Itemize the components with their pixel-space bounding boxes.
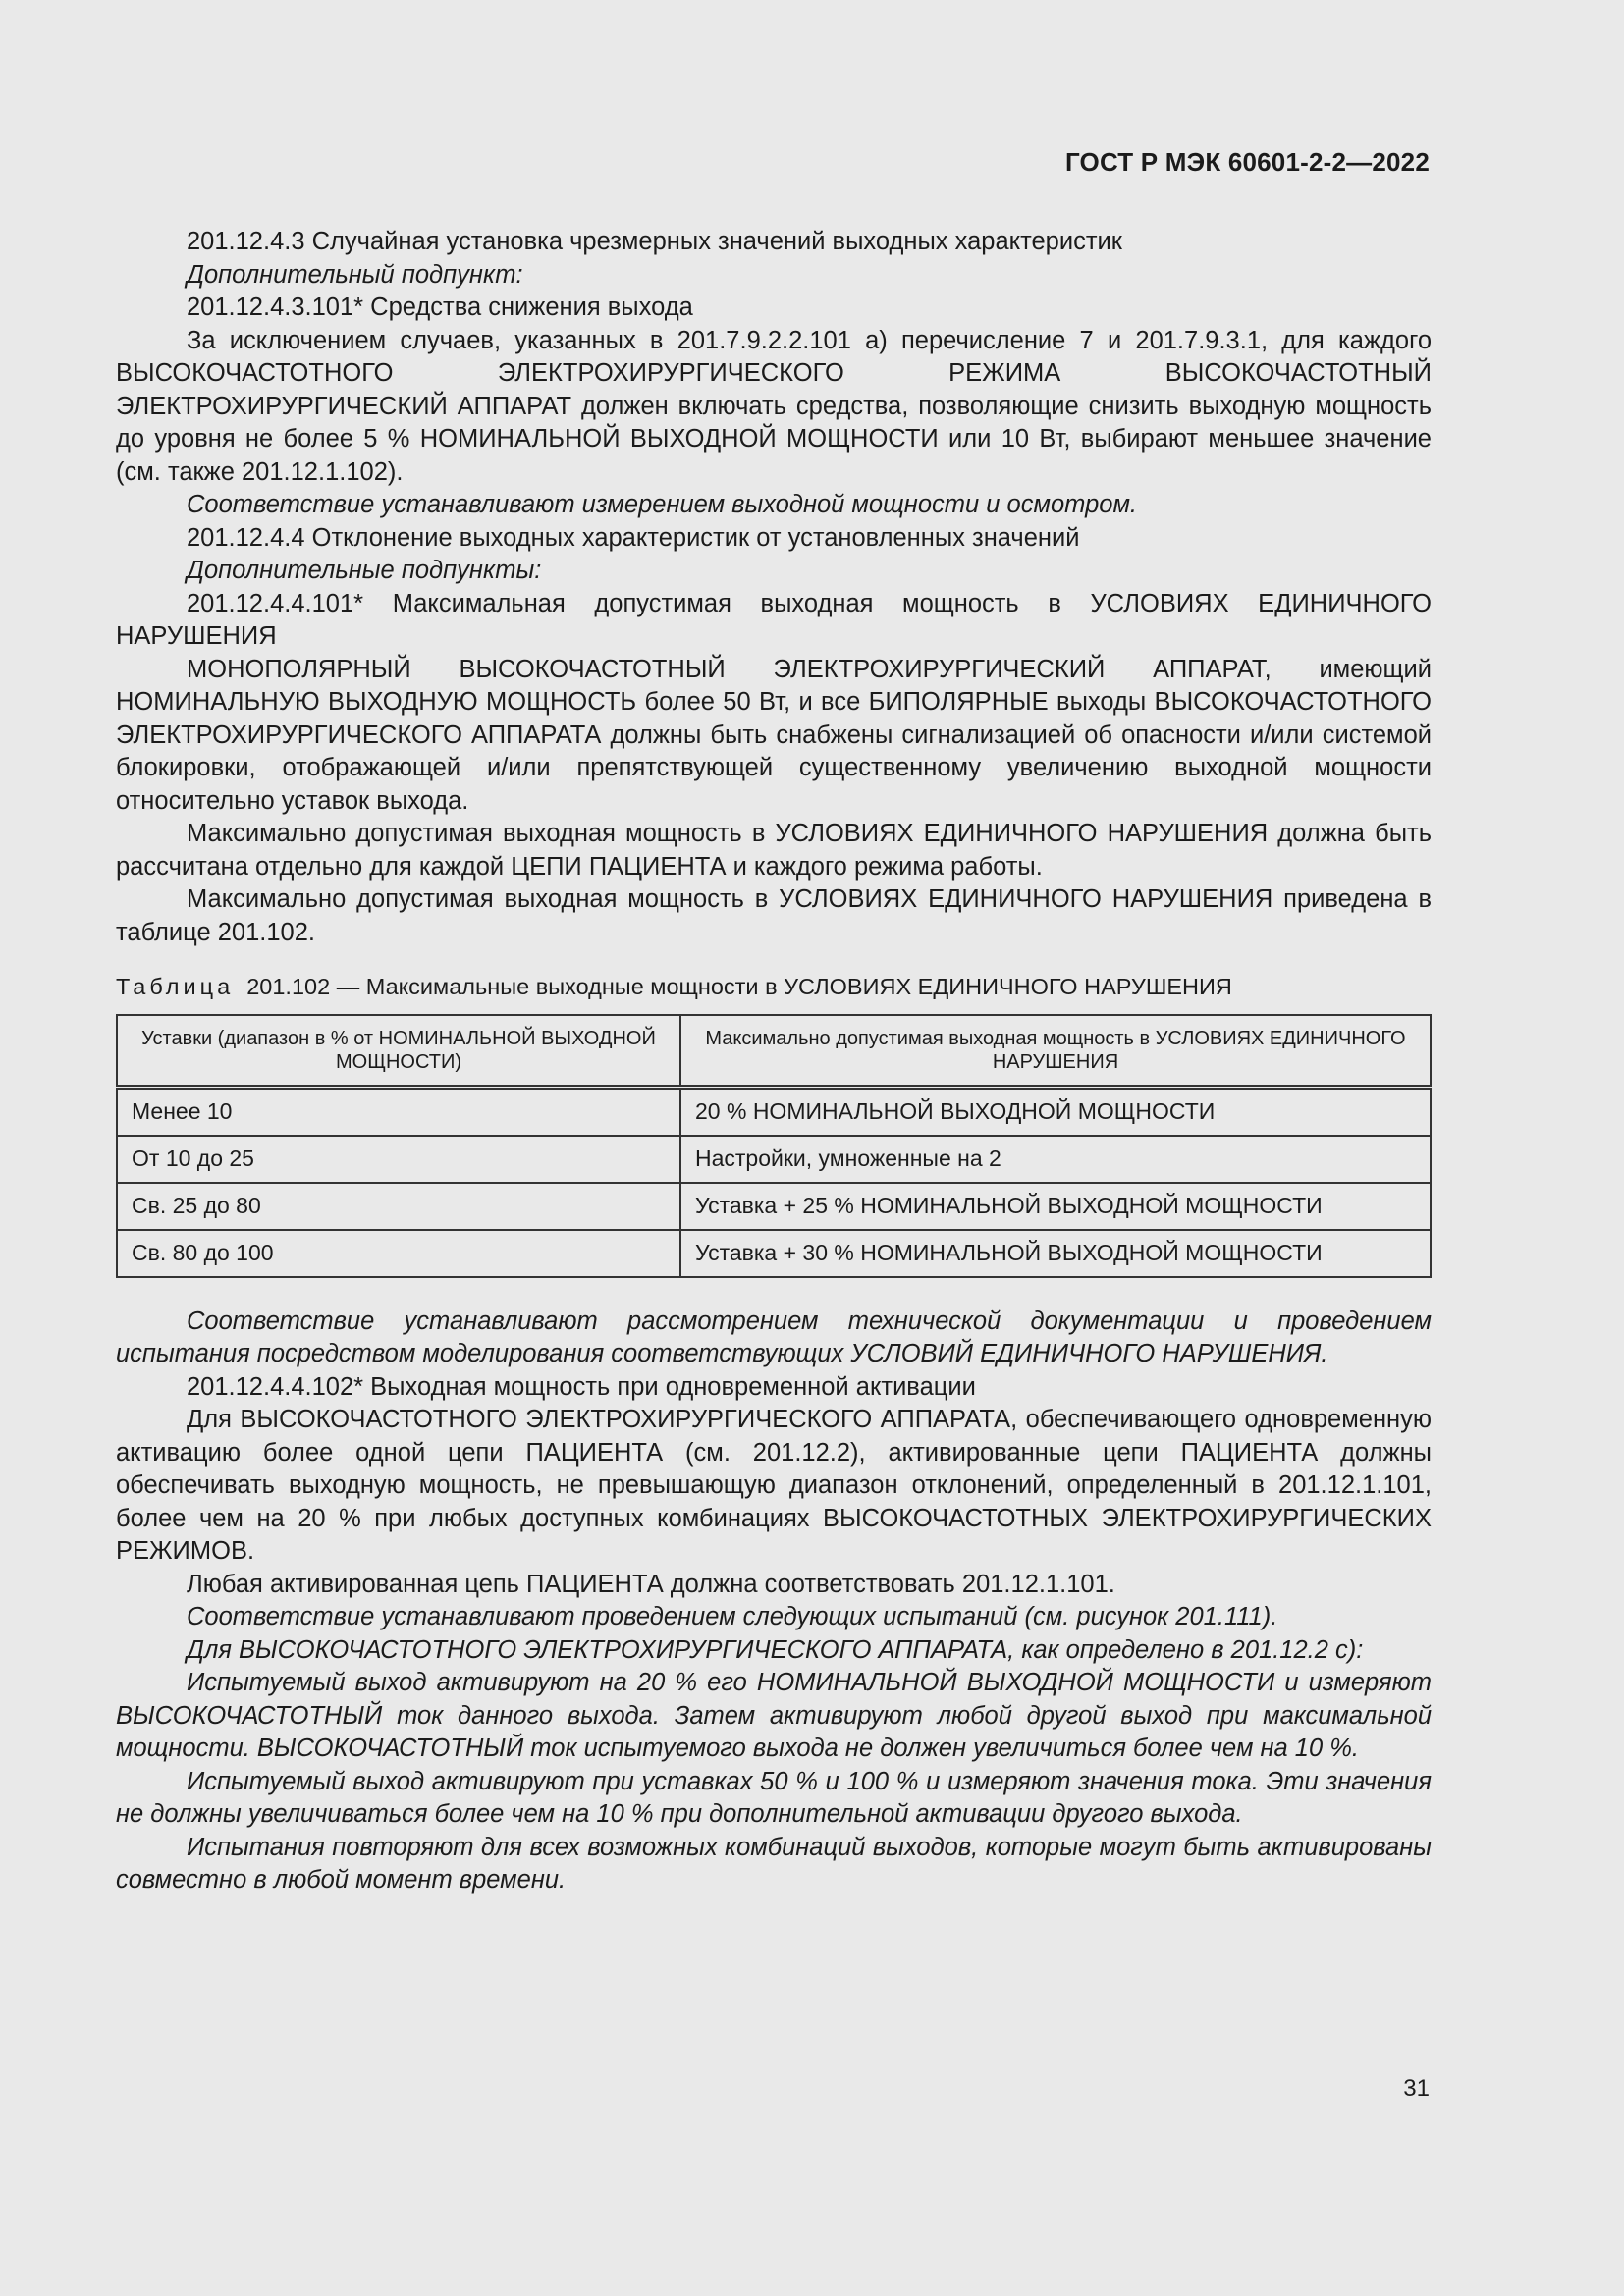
- paragraphs-top: [116, 226, 1432, 949]
- paragraph: Для ВЫСОКОЧАСТОТНОГО ЭЛЕКТРОХИРУРГИЧЕСКОГО АППАРАТА, как определено в 201.12.2 c):: [187, 1635, 1364, 1664]
- table-caption-text: 201.102 — Максимальные выходные мощности в УСЛОВИЯХ ЕДИНИЧНОГО НАРУШЕНИЯ: [246, 974, 1232, 999]
- page-content: [116, 226, 1432, 1897]
- table-header-row: [117, 1015, 1431, 1088]
- table-body: [117, 1087, 1431, 1277]
- paragraphs-bottom: [116, 1306, 1432, 1897]
- paragraph: 201.12.4.4 Отклонение выходных характеристик от установленных значений: [187, 523, 1080, 552]
- table-cell-range: От 10 до 25: [117, 1136, 680, 1183]
- paragraph: Соответствие устанавливают рассмотрением технической документации и проведением испытания посредством моделирования соответствующих УСЛОВИЙ ЕДИНИЧНОГО НАРУШЕНИЯ.: [116, 1307, 1432, 1367]
- table-row: [117, 1183, 1431, 1230]
- paragraph: Дополнительные подпункты:: [187, 557, 542, 584]
- page-number: 31: [1403, 2075, 1430, 2102]
- table-header-ranges: Уставки (диапазон в % от НОМИНАЛЬНОЙ ВЫХОДНОЙ МОЩНОСТИ): [117, 1015, 680, 1088]
- table-caption-label: Таблица: [116, 974, 235, 999]
- table-cell-range: Св. 25 до 80: [117, 1183, 680, 1230]
- paragraph: Для ВЫСОКОЧАСТОТНОГО ЭЛЕКТРОХИРУРГИЧЕСКОГО АППАРАТА, обеспечивающего одновременную активацию более одной цепи ПАЦИЕНТА (см. 201.12.2), активированные цепи ПАЦИЕНТА должны обеспечивать выходную мощность, не превышающую диапазон отклонений, определенный в 201.12.1.101, более чем на 20 % при любых доступных комбинациях ВЫСОКОЧАСТОТНЫХ ЭЛЕКТРОХИРУРГИЧЕСКИХ РЕЖИМОВ.: [116, 1406, 1432, 1565]
- table-caption: [116, 971, 1432, 1004]
- table-cell-range: Св. 80 до 100: [117, 1230, 680, 1277]
- table-cell-power: Уставка + 25 % НОМИНАЛЬНОЙ ВЫХОДНОЙ МОЩНОСТИ: [680, 1183, 1431, 1230]
- standard-code-header: ГОСТ Р МЭК 60601-2-2—2022: [1064, 147, 1430, 177]
- paragraph: 201.12.4.4.101* Максимальная допустимая выходная мощность в УСЛОВИЯХ ЕДИНИЧНОГО НАРУШЕНИЯ: [116, 589, 1432, 650]
- paragraph: Соответствие устанавливают измерением выходной мощности и осмотром.: [187, 491, 1138, 518]
- table-row: [117, 1136, 1431, 1183]
- paragraph: За исключением случаев, указанных в 201.7.9.2.2.101 a) перечисление 7 и 201.7.9.3.1, для каждого ВЫСОКОЧАСТОТНОГО ЭЛЕКТРОХИРУРГИЧЕСКОГО РЕЖИМА ВЫСОКОЧАСТОТНЫЙ ЭЛЕКТРОХИРУРГИЧЕСКИЙ АППАРАТ должен включать средства, позволяющие снизить выходную мощность до уровня не более 5 % НОМИНАЛЬНОЙ ВЫХОДНОЙ МОЩНОСТИ или 10 Вт, выбирают меньшее значение (см. также 201.12.1.102).: [116, 326, 1432, 486]
- table-row: [117, 1087, 1431, 1136]
- paragraph: 201.12.4.4.102* Выходная мощность при одновременной активации: [187, 1372, 976, 1401]
- paragraph: Испытуемый выход активируют при уставках 50 % и 100 % и измеряют значения тока. Эти значения не должны увеличиваться более чем на 10 % при дополнительной активации другого выхода.: [116, 1767, 1432, 1828]
- table-header-max-power: Максимально допустимая выходная мощность в УСЛОВИЯХ ЕДИНИЧНОГО НАРУШЕНИЯ: [680, 1015, 1431, 1088]
- paragraph: МОНОПОЛЯРНЫЙ ВЫСОКОЧАСТОТНЫЙ ЭЛЕКТРОХИРУРГИЧЕСКИЙ АППАРАТ, имеющий НОМИНАЛЬНУЮ ВЫХОДНУЮ МОЩНОСТЬ более 50 Вт, и все БИПОЛЯРНЫЕ выходы ВЫСОКОЧАСТОТНОГО ЭЛЕКТРОХИРУРГИЧЕСКОГО АППАРАТА должны быть снабжены сигнализацией об опасности и/или системой блокировки, отображающей и/или препятствующей существенному увеличению выходной мощности относительно уставок выхода.: [116, 655, 1432, 815]
- paragraph: Дополнительный подпункт:: [187, 260, 523, 289]
- paragraph: Любая активированная цепь ПАЦИЕНТА должна соответствовать 201.12.1.101.: [187, 1570, 1115, 1598]
- paragraph: Максимально допустимая выходная мощность в УСЛОВИЯХ ЕДИНИЧНОГО НАРУШЕНИЯ должна быть рассчитана отдельно для каждой ЦЕПИ ПАЦИЕНТА и каждого режима работы.: [116, 820, 1432, 881]
- table-cell-power: 20 % НОМИНАЛЬНОЙ ВЫХОДНОЙ МОЩНОСТИ: [680, 1087, 1431, 1136]
- output-power-table: [116, 1014, 1432, 1278]
- table-cell-power: Настройки, умноженные на 2: [680, 1136, 1431, 1183]
- table-row: [117, 1230, 1431, 1277]
- paragraph: Максимально допустимая выходная мощность в УСЛОВИЯХ ЕДИНИЧНОГО НАРУШЕНИЯ приведена в таблице 201.102.: [116, 885, 1432, 946]
- paragraph: Испытания повторяют для всех возможных комбинаций выходов, которые могут быть активированы совместно в любой момент времени.: [116, 1833, 1432, 1894]
- table-cell-range: Менее 10: [117, 1087, 680, 1136]
- table-cell-power: Уставка + 30 % НОМИНАЛЬНОЙ ВЫХОДНОЙ МОЩНОСТИ: [680, 1230, 1431, 1277]
- paragraph: 201.12.4.3.101* Средства снижения выхода: [187, 294, 693, 321]
- paragraph: 201.12.4.3 Случайная установка чрезмерных значений выходных характеристик: [187, 228, 1122, 255]
- paragraph: Соответствие устанавливают проведением следующих испытаний (см. рисунок 201.111).: [187, 1603, 1278, 1630]
- paragraph: Испытуемый выход активируют на 20 % его НОМИНАЛЬНОЙ ВЫХОДНОЙ МОЩНОСТИ и измеряют ВЫСОКОЧАСТОТНЫЙ ток данного выхода. Затем активируют любой другой выход при максимальной мощности. ВЫСОКОЧАСТОТНЫЙ ток испытуемого выхода не должен увеличиться более чем на 10 %.: [116, 1669, 1432, 1762]
